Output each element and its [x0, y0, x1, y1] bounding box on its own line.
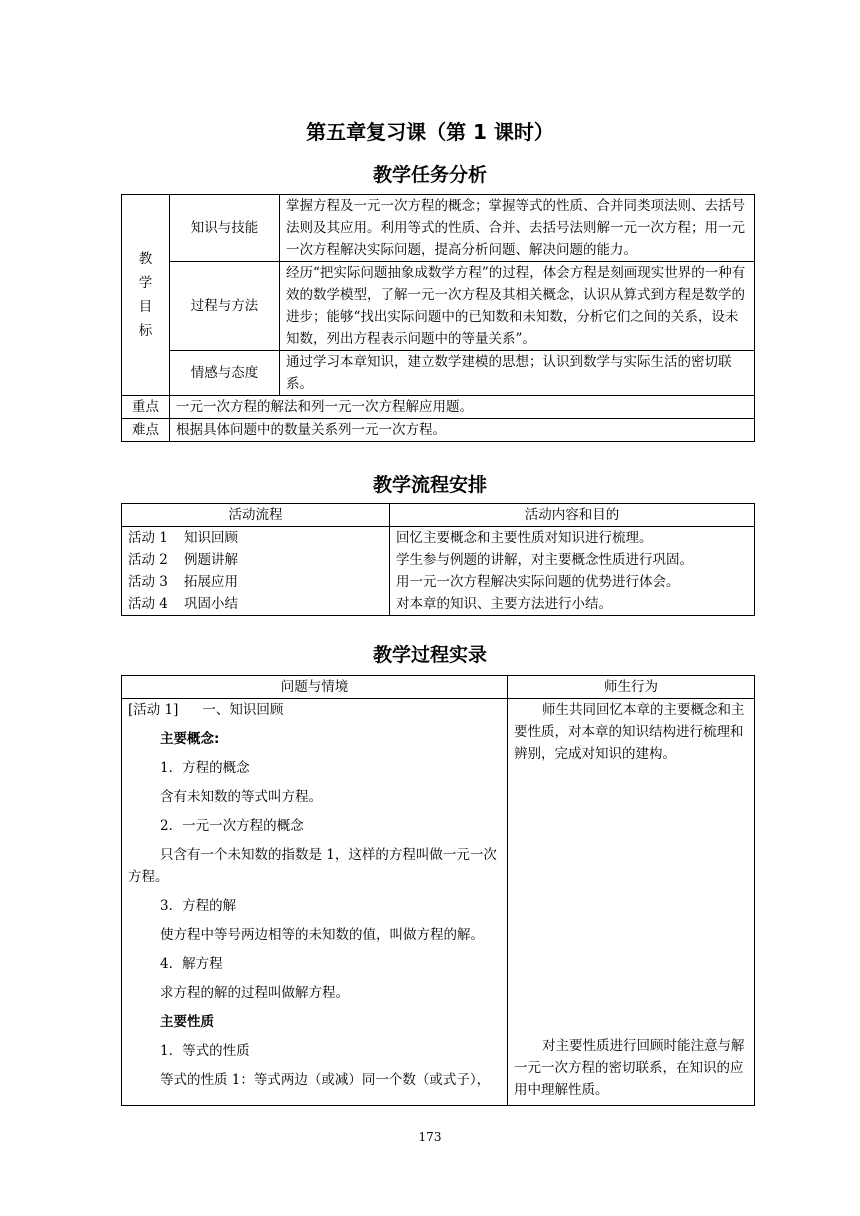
concept-text: 使方程中等号两边相等的未知数的值，叫做方程的解。 [160, 927, 484, 943]
table-row [122, 195, 755, 262]
table-row [122, 549, 755, 571]
difficulty-text: 根据具体问题中的数量关系列一元一次方程。 [170, 419, 755, 442]
section-heading-task-analysis: 教学任务分析 [372, 164, 487, 186]
concept-text: 含有未知数的等式叫方程。 [160, 789, 322, 805]
goal-text-process: 经历“把实际问题抽象成数学方程”的过程，体会方程是刻画现实世界的一种有效的数学模型，了解一元一次方程及其相关概念，认识从算式到方程是数学的进步；能够“找出实际问题中的已知数和未知数，分析它们之间的关系，设未知数，列出方程表示问题中的等量关系”。 [280, 262, 755, 351]
table-header-row [122, 504, 755, 527]
teacher-note-2: 对主要性质进行回顾时能注意与解一元一次方程的密切联系，在知识的应用中理解性质。 [514, 1038, 745, 1098]
process-table [121, 675, 755, 1106]
flow-content-cell: 对本章的知识、主要方法进行小结。 [390, 593, 755, 616]
concept-title: 3．方程的解 [160, 898, 237, 914]
flow-table [121, 503, 755, 616]
flow-content-cell: 回忆主要概念和主要性质对知识进行梳理。 [390, 527, 755, 550]
activity-tag: [活动 1] [128, 702, 179, 718]
process-behavior-cell [508, 699, 755, 1106]
key-point-label: 重点 [122, 396, 170, 419]
section-heading-flow: 教学流程安排 [372, 474, 487, 496]
table-row [122, 527, 755, 550]
process-problem-cell [122, 699, 508, 1106]
goal-label-knowledge: 知识与技能 [170, 195, 280, 262]
process-col-header-behavior: 师生行为 [508, 676, 755, 699]
flow-activity-cell: 活动 2 例题讲解 [122, 549, 390, 571]
property-title: 1．等式的性质 [160, 1043, 250, 1059]
properties-heading: 主要性质 [160, 1014, 214, 1030]
section-heading-process: 教学过程实录 [372, 644, 487, 666]
goal-label-attitude: 情感与态度 [170, 351, 280, 396]
flow-content-cell: 用一元一次方程解决实际问题的优势进行体会。 [390, 571, 755, 593]
table-row [122, 262, 755, 351]
flow-content-cell: 学生参与例题的讲解，对主要概念性质进行巩固。 [390, 549, 755, 571]
concept-title: 4．解方程 [160, 956, 223, 972]
teaching-goal-label: 教 学 目 标 [122, 195, 170, 396]
concepts-heading: 主要概念: [160, 731, 220, 747]
table-row [122, 593, 755, 616]
key-point-text: 一元一次方程的解法和列一元一次方程解应用题。 [170, 396, 755, 419]
flow-col-header-activity: 活动流程 [122, 504, 390, 527]
table-row [122, 396, 755, 419]
activity-title: 一、知识回顾 [202, 702, 284, 718]
goal-label-process: 过程与方法 [170, 262, 280, 351]
flow-activity-cell: 活动 3 拓展应用 [122, 571, 390, 593]
difficulty-label: 难点 [122, 419, 170, 442]
table-row [122, 351, 755, 396]
table-row [122, 699, 755, 1106]
table-row [122, 571, 755, 593]
flow-activity-cell: 活动 1 知识回顾 [122, 527, 390, 550]
process-col-header-problem: 问题与情境 [122, 676, 508, 699]
flow-activity-cell: 活动 4 巩固小结 [122, 593, 390, 616]
concept-text: 求方程的解的过程叫做解方程。 [160, 985, 349, 1001]
flow-col-header-content: 活动内容和目的 [390, 504, 755, 527]
table-header-row [122, 676, 755, 699]
goal-text-attitude: 通过学习本章知识，建立数学建模的思想；认识到数学与实际生活的密切联系。 [280, 351, 755, 396]
task-analysis-table [121, 194, 755, 442]
property-text: 等式的性质 1：等式两边（或减）同一个数（或式子）， [160, 1072, 491, 1088]
concept-title: 1．方程的概念 [160, 760, 250, 776]
page-number: 173 [418, 1130, 442, 1144]
page-title: 第五章复习课（第 1 课时） [306, 120, 554, 144]
table-row [122, 419, 755, 442]
teacher-note-1: 师生共同回忆本章的主要概念和主要性质，对本章的知识结构进行梳理和辨别，完成对知识的建构。 [514, 702, 745, 762]
concept-text: 只含有一个未知数的指数是 1，这样的方程叫做一元一次方程。 [128, 847, 497, 885]
goal-text-knowledge: 掌握方程及一元一次方程的概念；掌握等式的性质、合并同类项法则、去括号法则及其应用。利用等式的性质、合并、去括号法则解一元一次方程；用一元一次方程解决实际问题，提高分析问题、解决问题的能力。 [280, 195, 755, 262]
concept-title: 2．一元一次方程的概念 [160, 818, 304, 834]
